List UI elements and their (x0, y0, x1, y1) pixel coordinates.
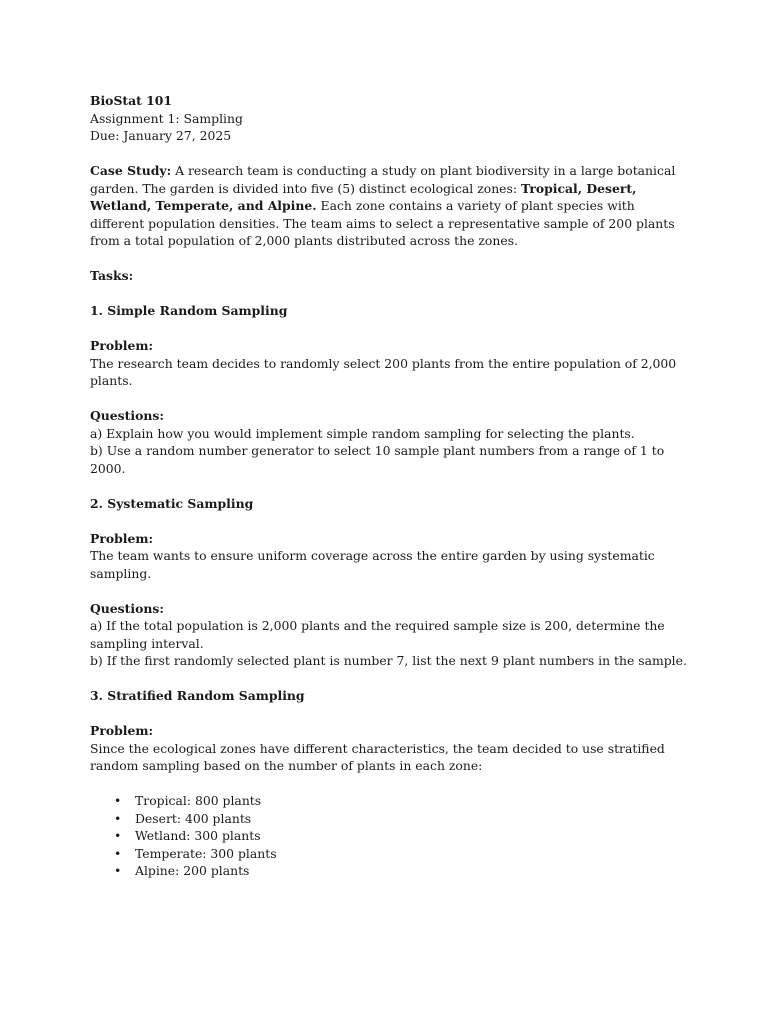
zone-item-text: Desert: 400 plants (135, 810, 252, 826)
questions-label: Questions: (90, 408, 164, 423)
case-study-text-2: Each zone contains a variety of plant species with different population densities. The team aims to select a representative sample of 200 plants from a total population of 2,000 plants distributed across the zones. (90, 198, 675, 248)
bullet-icon: • (114, 863, 122, 878)
case-study-text-1: A research team is conducting a study on plant biodiversity in a large botanical garden. The garden is divided into five (5) distinct ecological zones: (90, 163, 676, 196)
question-item: a) Explain how you would implement simple random sampling for selecting the plants. (90, 425, 635, 441)
question-item: b) Use a random number generator to select 10 sample plant numbers from a range of 1 to 2000. (90, 443, 665, 476)
document-page (90, 92, 690, 880)
list-item (90, 792, 690, 810)
tasks-heading: Tasks: (90, 268, 134, 283)
zone-list (90, 792, 690, 880)
section-title: 1. Simple Random Sampling (90, 303, 288, 318)
zone-item-text: Wetland: 300 plants (135, 828, 261, 843)
zone-item-text: Tropical: 800 plants (135, 793, 262, 808)
zone-item-text: Alpine: 200 plants (135, 863, 250, 878)
zone-item-text: Temperate: 300 plants (135, 845, 277, 861)
bullet-icon: • (114, 810, 122, 826)
bullet-icon: • (114, 845, 122, 861)
problem-text: The research team decides to randomly select 200 plants from the entire population of 2,000 plants. (90, 355, 677, 388)
problem-text: The team wants to ensure uniform coverage across the entire garden by using systematic sampling. (90, 548, 655, 581)
list-item (90, 862, 690, 880)
case-study-zones: Tropical, Desert, Wetland, Temperate, and Alpine. (90, 180, 637, 213)
section-title: 2. Systematic Sampling (90, 495, 254, 511)
problem-text: Since the ecological zones have different characteristics, the team decided to use stratified random sampling based on the number of plants in each zone: (90, 740, 665, 773)
case-study-paragraph (90, 162, 690, 250)
list-item (90, 827, 690, 845)
question-item: a) If the total population is 2,000 plants and the required sample size is 200, determine the sampling interval. (90, 618, 665, 651)
section-title: 3. Stratified Random Sampling (90, 688, 305, 703)
problem-label: Problem: (90, 723, 154, 738)
bullet-icon: • (114, 793, 122, 808)
questions-label: Questions: (90, 600, 164, 616)
bullet-icon: • (114, 828, 122, 843)
problem-label: Problem: (90, 530, 154, 546)
problem-label: Problem: (90, 338, 154, 353)
due-date: Due: January 27, 2025 (90, 128, 232, 143)
list-item (90, 845, 690, 863)
list-item (90, 810, 690, 828)
course-title: BioStat 101 (90, 93, 173, 108)
assignment-title: Assignment 1: Sampling (90, 110, 243, 126)
question-item: b) If the first randomly selected plant is number 7, list the next 9 plant numbers in the sample. (90, 653, 687, 668)
case-study-label: Case Study: (90, 163, 172, 178)
